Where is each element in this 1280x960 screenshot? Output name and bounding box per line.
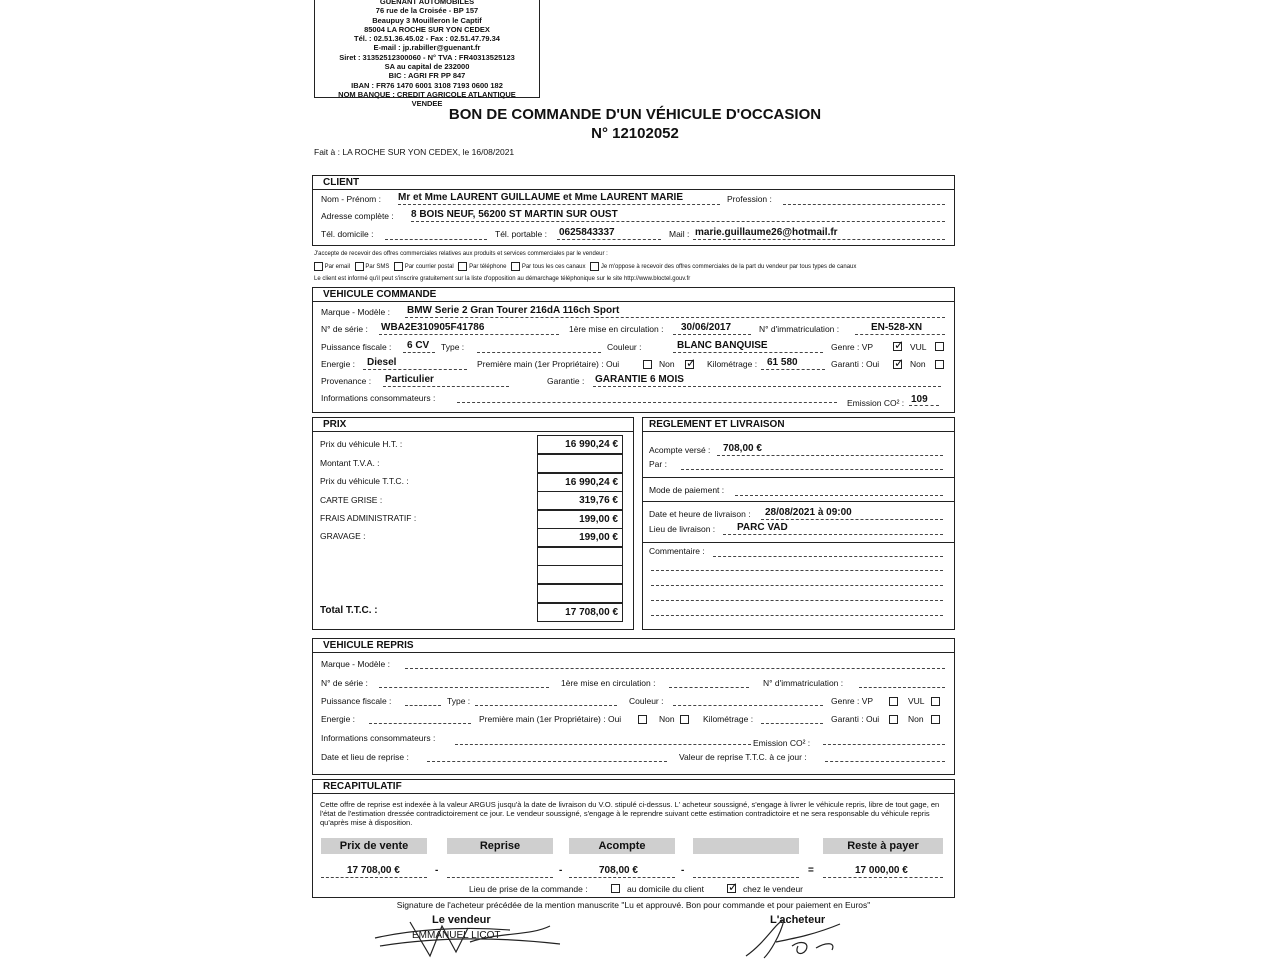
col-deposit: Acompte (569, 838, 675, 854)
home-checkbox[interactable] (611, 884, 620, 893)
trade-date-place-label: Date et lieu de reprise : (321, 752, 409, 762)
co2-label: Emission CO² : (847, 398, 905, 408)
first-hand-non-label: Non (659, 359, 675, 369)
name-label: Nom - Prénom : (321, 194, 381, 204)
deposit-value: 708,00 € (723, 443, 762, 454)
vehicle-plate: EN-528-XN (871, 322, 923, 333)
trade-first-reg-label: 1ère mise en circulation : (561, 678, 656, 688)
seller-signature (370, 912, 570, 960)
col-trade: Reprise (447, 838, 553, 854)
trade-model-label: Marque - Modèle : (321, 659, 390, 669)
total-label: Total T.T.C. : (320, 605, 378, 616)
summary-text: Cette offre de reprise est indexée à la valeur ARGUS jusqu'à la date de livraison du V.O. stipulé ci-dessus. L' acheteur soussigné, s'engage à livrer le véhicule repris, libre de tout gage, en l'état de l'estimation dressée contradictoirement ce jour. Le vendeur soussigné, s'engage à le reprendre suivant cette estimation contradictoire et ne sera responsable du véhicule repris qu'après mise à disposition. (320, 800, 940, 827)
price-row-label: Prix du véhicule T.T.C. : (320, 476, 409, 486)
bloctel-note: Le client est informé qu'il peut s'inscrire gratuitement sur la liste d'opposition au démarchage téléphonique sur le site http://www.bloctel.gouv.fr (314, 276, 691, 282)
trade-warranted-label: Garanti : Oui (831, 714, 880, 724)
total-cell: 17 708,00 € (537, 603, 623, 622)
seller-name: EMMANUEL LICOT (412, 930, 501, 941)
mail-label: Mail : (669, 229, 690, 239)
trade-in-section (312, 638, 955, 775)
seller-label: chez le vendeur (743, 884, 804, 894)
genre-label: Genre : VP (831, 342, 874, 352)
mobile-label: Tél. portable : (495, 229, 547, 239)
consent-post-checkbox[interactable] (394, 262, 403, 271)
price-row-label: Montant T.V.A. : (320, 458, 380, 468)
first-hand-yes-checkbox[interactable] (643, 360, 652, 369)
price-cell: 16 990,24 € (537, 435, 623, 454)
buyer-label: L'acheteur (770, 914, 826, 926)
vehicle-section (312, 287, 955, 413)
minus-2: - (559, 865, 563, 876)
col-blank (693, 838, 799, 854)
consent-all-checkbox[interactable] (511, 262, 520, 271)
warranted-yes-checkbox[interactable] (893, 360, 902, 369)
trade-first-hand-label: Première main (1er Propriétaire) : Oui (479, 714, 622, 724)
vehicle-serial: WBA2E310905F41786 (381, 322, 485, 333)
warranted-non-label: Non (910, 359, 926, 369)
signature-note: Signature de l'acheteur précédée de la mention manuscrite "Lu et approuvé. Bon pour commande et pour paiement en Euros" (396, 900, 871, 910)
trade-km-label: Kilométrage : (703, 714, 754, 724)
dealer-line: E-mail : jp.rabiller@guenant.fr (373, 43, 481, 53)
dealer-line: SA au capital de 232000 (384, 62, 470, 72)
dealer-line: 76 rue de la Croisée - BP 157 (375, 6, 479, 16)
trade-type-label: Type : (447, 696, 471, 706)
trade-value-label: Valeur de reprise T.T.C. à ce jour : (679, 752, 807, 762)
trade-vul-checkbox[interactable] (931, 697, 940, 706)
deposit-label: Acompte versé : (649, 445, 711, 455)
guarantee-label: Garantie : (547, 376, 585, 386)
dealer-line: Siret : 31352512300060 - N° TVA : FR40313525123 (339, 52, 515, 62)
vehicle-energy: Diesel (367, 357, 397, 368)
first-hand-label: Première main (1er Propriétaire) : Oui (477, 359, 620, 369)
summary-due: 17 000,00 € (855, 865, 908, 876)
type-label: Type : (441, 342, 465, 352)
seller-label: Le vendeur (432, 914, 491, 926)
payment-section (642, 417, 955, 630)
price-cell (537, 454, 623, 473)
client-header: CLIENT (313, 176, 954, 190)
client-mail: marie.guillaume26@hotmail.fr (695, 227, 838, 238)
client-address: 8 BOIS NEUF, 56200 ST MARTIN SUR OUST (411, 209, 618, 220)
consumer-info-label: Informations consommateurs : (321, 393, 436, 403)
price-row-label: GRAVAGE : (320, 531, 366, 541)
consent-phone-label: Par téléphone (469, 264, 507, 271)
minus-3: - (681, 865, 685, 876)
delivery-date-value: 28/08/2021 à 09:00 (765, 507, 852, 518)
warranted-label: Garanti : Oui (831, 359, 880, 369)
consent-post-label: Par courrier postal (404, 264, 454, 271)
dealer-line: Tél. : 02.51.36.45.02 - Fax : 02.51.47.79.34 (354, 34, 500, 44)
trade-first-hand-no-checkbox[interactable] (680, 715, 689, 724)
consent-intro: J'accepte de recevoir des offres commerciales relatives aux produits et services commerciales par le vendeur : (314, 251, 608, 257)
client-section (312, 175, 955, 246)
color-label: Couleur : (607, 342, 642, 352)
trade-power-label: Puissance fiscale : (321, 696, 392, 706)
trade-serial-label: N° de série : (321, 678, 368, 688)
dealer-line: VENDEE (411, 99, 443, 109)
client-name: Mr et Mme LAURENT GUILLAUME et Mme LAURENT MARIE (398, 192, 684, 203)
order-place-label: Lieu de prise de la commande : (469, 884, 588, 894)
vehicle-power: 6 CV (407, 340, 430, 351)
profession-label: Profession : (727, 194, 772, 204)
vehicle-color: BLANC BANQUISE (677, 340, 768, 351)
trade-genre-label: Genre : VP (831, 696, 874, 706)
trade-first-hand-yes-checkbox[interactable] (638, 715, 647, 724)
price-cell (537, 584, 623, 603)
energy-label: Energie : (321, 359, 356, 369)
trade-consumer-info-label: Informations consommateurs : (321, 733, 436, 743)
dealer-line: Beaupuy 3 Mouilleron le Captif (372, 15, 482, 25)
vehicle-guarantee: GARANTIE 6 MOIS (595, 374, 684, 385)
summary-header: RECAPITULATIF (313, 780, 954, 794)
serial-label: N° de série : (321, 324, 368, 334)
price-cell (537, 547, 623, 566)
home-phone-label: Tél. domicile : (321, 229, 374, 239)
price-cell: 199,00 € (537, 528, 623, 547)
dealer-line: NOM BANQUE : CREDIT AGRICOLE ATLANTIQUE (338, 89, 516, 99)
vehicle-provenance: Particulier (385, 374, 434, 385)
client-mobile: 0625843337 (559, 227, 615, 238)
price-row-label: Prix du véhicule H.T. : (320, 439, 403, 449)
km-label: Kilométrage : (707, 359, 758, 369)
vehicle-header: VEHICULE COMMANDE (313, 288, 954, 302)
comment-label: Commentaire : (649, 546, 705, 556)
price-header: PRIX (313, 418, 633, 432)
first-hand-no-checkbox[interactable] (685, 360, 694, 369)
trade-in-header: VEHICULE REPRIS (313, 639, 954, 653)
consent-email-label: Par email (324, 264, 351, 271)
trade-first-hand-non-label: Non (659, 714, 675, 724)
genre-vul-checkbox[interactable] (935, 342, 944, 351)
address-label: Adresse complète : (321, 211, 394, 221)
dealer-stamp (314, 0, 540, 109)
consent-sms-checkbox[interactable] (355, 262, 364, 271)
price-cell (537, 565, 623, 584)
provenance-label: Provenance : (321, 376, 372, 386)
trade-warranted-non-label: Non (908, 714, 924, 724)
trade-warranted-no-checkbox[interactable] (931, 715, 940, 724)
power-label: Puissance fiscale : (321, 342, 392, 352)
price-row-label: FRAIS ADMINISTRATIF : (320, 513, 417, 523)
genre-vp-checkbox[interactable] (893, 342, 902, 351)
minus-1: - (435, 865, 439, 876)
payment-header: REGLEMENT ET LIVRAISON (643, 418, 954, 432)
col-due: Reste à payer (823, 838, 943, 854)
model-label: Marque - Modèle : (321, 307, 390, 317)
trade-color-label: Couleur : (629, 696, 664, 706)
vehicle-km: 61 580 (767, 357, 798, 368)
vehicle-co2: 109 (911, 394, 928, 405)
price-cell: 199,00 € (537, 510, 623, 529)
vul-label: VUL (910, 342, 927, 352)
vehicle-first-reg: 30/06/2017 (681, 322, 732, 333)
consent-sms-label: Par SMS (365, 264, 390, 271)
by-label: Par : (649, 459, 667, 469)
summary-section (312, 779, 955, 898)
page-title: BON DE COMMANDE D'UN VÉHICULE D'OCCASION (448, 106, 822, 123)
warranted-no-checkbox[interactable] (935, 360, 944, 369)
consent-all-label: Par tous les ces canaux (521, 264, 586, 271)
equals-sign: = (808, 865, 814, 876)
trade-co2-label: Emission CO² : (753, 738, 811, 748)
dealer-name: GUENANT AUTOMOBILES (379, 0, 475, 6)
summary-sale: 17 708,00 € (347, 865, 400, 876)
delivery-date-label: Date et heure de livraison : (649, 509, 751, 519)
delivery-place-value: PARC VAD (737, 522, 788, 533)
vehicle-model: BMW Serie 2 Gran Tourer 216dA 116ch Sport (407, 305, 620, 316)
home-label: au domicile du client (627, 884, 705, 894)
col-sale: Prix de vente (321, 838, 427, 854)
trade-energy-label: Energie : (321, 714, 356, 724)
price-section (312, 417, 634, 630)
trade-vul-label: VUL (908, 696, 925, 706)
consent-oppose-label: Je m'oppose à recevoir des offres commerciales de la part du vendeur par tous types de canaux (600, 264, 857, 271)
trade-plate-label: N° d'immatriculation : (763, 678, 844, 688)
delivery-place-label: Lieu de livraison : (649, 524, 716, 534)
payment-mode-label: Mode de paiement : (649, 485, 725, 495)
consent-email-checkbox[interactable] (314, 262, 323, 271)
trade-warranted-yes-checkbox[interactable] (889, 715, 898, 724)
price-cell: 16 990,24 € (537, 473, 623, 492)
trade-vp-checkbox[interactable] (889, 697, 898, 706)
consent-oppose-checkbox[interactable] (590, 262, 599, 271)
seller-checkbox[interactable] (727, 884, 736, 893)
dealer-line: 85004 LA ROCHE SUR YON CEDEX (364, 24, 490, 34)
plate-label: N° d'immatriculation : (759, 324, 840, 334)
buyer-signature (736, 912, 866, 960)
order-number: N° 12102052 (591, 125, 679, 142)
first-reg-label: 1ère mise en circulation : (569, 324, 664, 334)
summary-deposit: 708,00 € (599, 865, 638, 876)
dealer-line: BIC : AGRI FR PP 847 (388, 71, 466, 81)
consent-phone-checkbox[interactable] (458, 262, 467, 271)
price-row-label: CARTE GRISE : (320, 495, 383, 505)
consent-options (314, 262, 954, 271)
dealer-line: IBAN : FR76 1470 6001 3108 7193 0600 182 (351, 80, 503, 90)
made-at: Fait à : LA ROCHE SUR YON CEDEX, le 16/08/2021 (314, 147, 515, 157)
price-cell: 319,76 € (537, 491, 623, 510)
